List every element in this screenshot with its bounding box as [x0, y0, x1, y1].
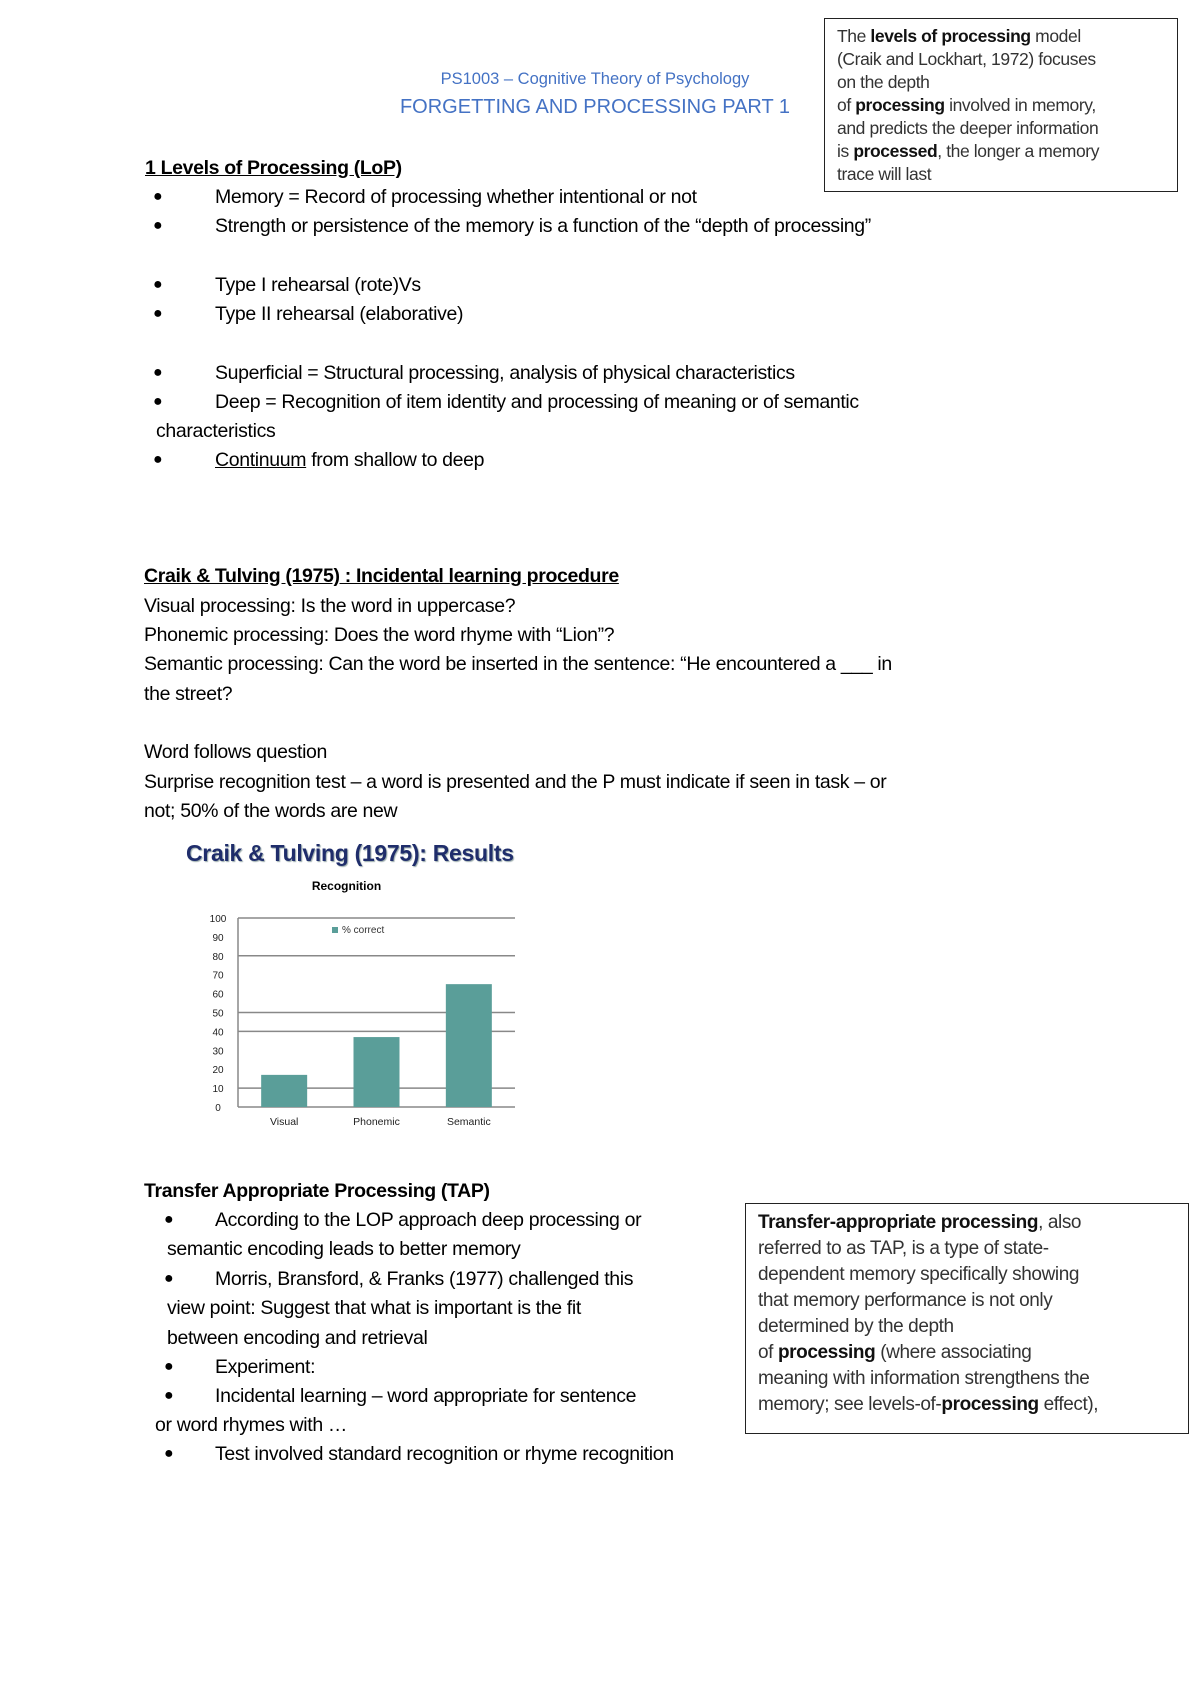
legend-swatch: [332, 927, 338, 933]
chart-title: Recognition: [311, 879, 382, 893]
bar-phonemic: [354, 1037, 400, 1107]
note-text: involved in memory,: [944, 95, 1096, 115]
list-item: Experiment:: [215, 1356, 316, 1378]
note-text: of: [837, 95, 856, 115]
list-item: Memory = Record of processing whether intentional or not: [215, 186, 697, 208]
note-line: [837, 48, 1165, 71]
y-tick-label: 20: [212, 1065, 224, 1077]
bold-term: processing: [855, 95, 945, 115]
continuum-text: from shallow to deep: [306, 449, 485, 471]
note-line: [837, 25, 1165, 48]
list-item-continuation: view point: Suggest that what is important is the fit: [167, 1297, 581, 1319]
y-tick-label: 0: [215, 1103, 221, 1114]
bold-term: processing: [941, 1394, 1039, 1415]
bullet-icon: ●: [153, 188, 163, 205]
note-line: [837, 140, 1165, 163]
legend-label: % correct: [342, 925, 385, 936]
bullet-icon: ●: [153, 451, 163, 468]
list-item: Test involved standard recognition or rhyme recognition: [215, 1443, 674, 1465]
tap-note-box: [745, 1203, 1189, 1434]
note-line: [758, 1392, 1176, 1418]
y-tick-label: 40: [212, 1027, 224, 1039]
note-text: is: [837, 141, 854, 161]
note-line: [758, 1236, 1176, 1262]
y-tick-label: 90: [212, 932, 224, 944]
y-tick-label: 10: [212, 1084, 224, 1096]
list-item-continuation: or word rhymes with …: [155, 1414, 348, 1436]
x-tick-label: Phonemic: [353, 1116, 400, 1128]
note-line: [837, 71, 1165, 94]
note-line: [758, 1314, 1176, 1340]
note-text: memory; see levels-of-: [758, 1394, 942, 1415]
bold-term: processed: [853, 141, 938, 161]
note-text: determined by the depth: [758, 1316, 954, 1337]
continuum-term: Continuum: [215, 449, 307, 471]
list-item: Incidental learning – word appropriate for sentence: [215, 1385, 637, 1407]
list-item: Superficial = Structural processing, analysis of physical characteristics: [215, 362, 795, 384]
paragraph-line: Semantic processing: Can the word be inserted in the sentence: “He encountered a ___ in: [144, 653, 892, 675]
document-title: FORGETTING AND PROCESSING PART 1: [399, 96, 791, 118]
note-text: , the longer a memory: [937, 141, 1100, 161]
note-text: , also: [1038, 1212, 1082, 1233]
levels-of-processing-note-box: [824, 18, 1178, 192]
note-text: model: [1030, 26, 1081, 46]
section-heading: Transfer Appropriate Processing (TAP): [144, 1180, 490, 1202]
note-text: (where associating: [875, 1342, 1032, 1363]
y-tick-label: 30: [212, 1046, 224, 1058]
bullet-icon: ●: [164, 1387, 174, 1404]
note-line: [758, 1262, 1176, 1288]
list-item-continuation: between encoding and retrieval: [167, 1327, 428, 1349]
bold-term: levels of processing: [870, 26, 1031, 46]
x-tick-label: Visual: [269, 1116, 299, 1128]
y-tick-label: 100: [209, 914, 227, 925]
list-item: Strength or persistence of the memory is a function of the “depth of processing”: [215, 215, 871, 237]
list-item: Deep = Recognition of item identity and processing of meaning or of semantic: [215, 391, 859, 413]
paragraph-line: Visual processing: Is the word in uppercase?: [144, 595, 516, 617]
chart-figure-title: Craik & Tulving (1975): Results: [186, 840, 514, 866]
bullet-icon: ●: [164, 1358, 174, 1375]
note-text: meaning with information strengthens the: [758, 1368, 1090, 1389]
bullet-icon: ●: [153, 364, 163, 381]
y-tick-label: 80: [212, 951, 224, 963]
bullet-icon: ●: [164, 1211, 174, 1228]
list-item: [215, 448, 484, 472]
note-text: on the depth: [837, 72, 930, 92]
note-line: [758, 1366, 1176, 1392]
y-tick-label: 60: [212, 989, 224, 1001]
note-line: [758, 1340, 1176, 1366]
note-text: that memory performance is not only: [758, 1290, 1053, 1311]
paragraph-line: Word follows question: [144, 741, 328, 763]
list-item: Type I rehearsal (rote)Vs: [215, 274, 421, 296]
bullet-icon: ●: [153, 217, 163, 234]
note-text: of: [758, 1342, 778, 1363]
list-item: According to the LOP approach deep processing or: [215, 1209, 642, 1231]
x-tick-label: Semantic: [446, 1116, 491, 1128]
paragraph-line: not; 50% of the words are new: [144, 800, 398, 822]
bar-visual: [261, 1075, 307, 1107]
note-text: effect),: [1038, 1394, 1099, 1415]
list-item: Morris, Bransford, & Franks (1977) challenged this: [215, 1268, 634, 1290]
note-text: referred to as TAP, is a type of state-: [758, 1238, 1049, 1259]
paragraph-line: the street?: [144, 683, 233, 705]
note-text: (Craik and Lockhart, 1972) focuses: [837, 49, 1096, 69]
bold-term: Transfer-appropriate processing: [758, 1212, 1039, 1233]
note-line: [837, 163, 1165, 186]
course-code: PS1003 – Cognitive Theory of Psychology: [440, 70, 750, 88]
recognition-bar-chart: [190, 870, 550, 1140]
paragraph-line: Surprise recognition test – a word is presented and the P must indicate if seen in task – or: [144, 771, 887, 793]
note-text: The: [837, 26, 871, 46]
bullet-icon: ●: [153, 276, 163, 293]
bullet-icon: ●: [153, 393, 163, 410]
bullet-icon: ●: [164, 1445, 174, 1462]
note-line: [837, 94, 1165, 117]
note-text: and predicts the deeper information: [837, 118, 1099, 138]
note-text: trace will last: [837, 164, 932, 184]
y-tick-label: 70: [212, 970, 224, 982]
note-line: [837, 117, 1165, 140]
y-tick-label: 50: [212, 1008, 224, 1020]
list-item-continuation: characteristics: [156, 420, 276, 442]
section-heading: 1 Levels of Processing (LoP): [145, 157, 402, 179]
list-item-continuation: semantic encoding leads to better memory: [167, 1238, 521, 1260]
bullet-icon: ●: [153, 305, 163, 322]
bold-term: processing: [777, 1342, 876, 1363]
bullet-icon: ●: [164, 1270, 174, 1287]
bar-semantic: [446, 984, 492, 1107]
list-item: Type II rehearsal (elaborative): [215, 303, 464, 325]
section-heading: Craik & Tulving (1975) : Incidental learning procedure: [144, 565, 619, 587]
note-line: [758, 1210, 1176, 1236]
note-line: [758, 1288, 1176, 1314]
paragraph-line: Phonemic processing: Does the word rhyme with “Lion”?: [144, 624, 615, 646]
note-text: dependent memory specifically showing: [758, 1264, 1080, 1285]
